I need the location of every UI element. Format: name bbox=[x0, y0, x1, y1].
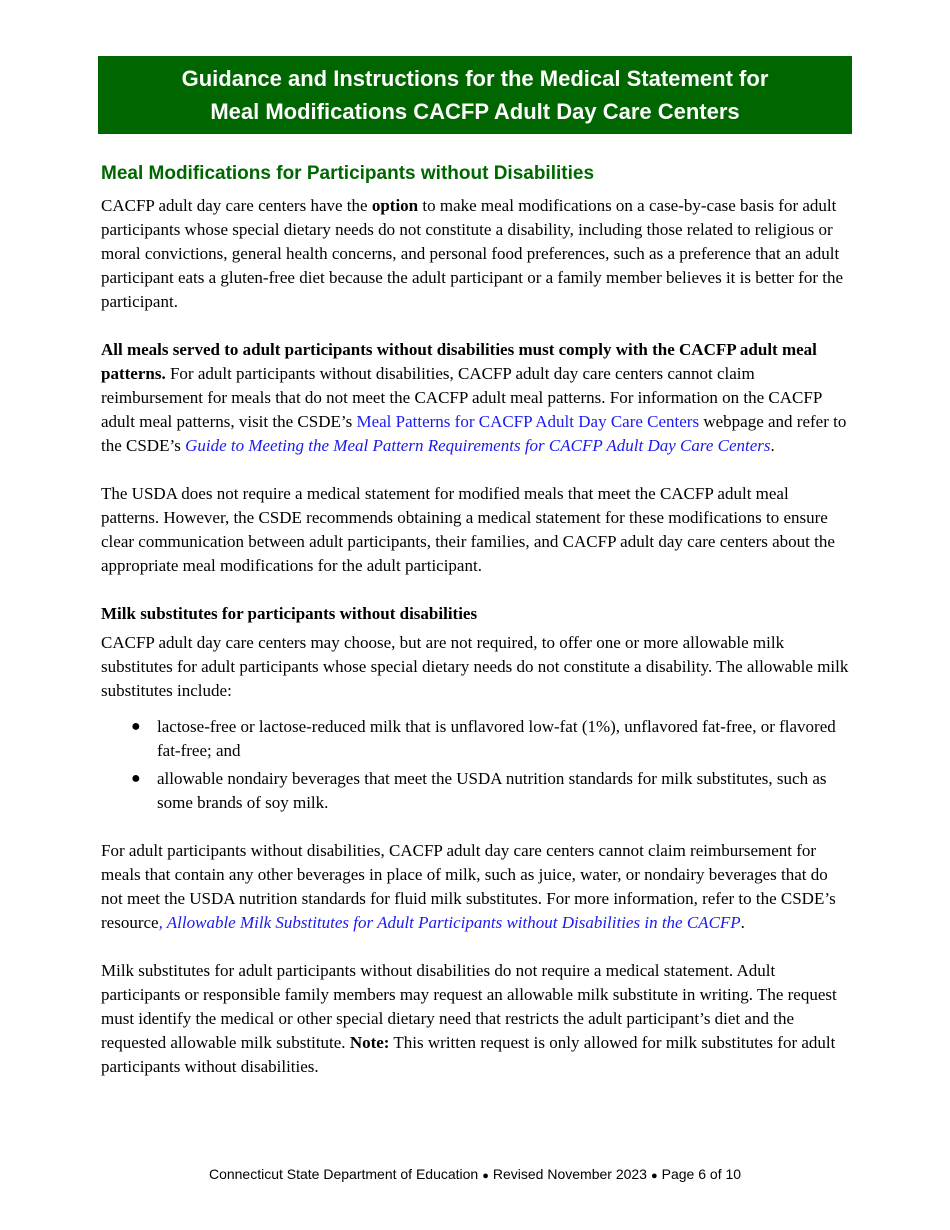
text: This written request is only allowed for milk substitutes for adult participants without disabilities. bbox=[101, 1033, 836, 1076]
footer-page-number: Page 6 of 10 bbox=[661, 1166, 742, 1182]
list-item-text: allowable nondairy beverages that meet the USDA nutrition standards for milk substitutes, such as some brands of soy milk. bbox=[157, 769, 827, 812]
milk-substitutes-list bbox=[101, 715, 851, 815]
paragraph-meal-patterns bbox=[101, 338, 851, 458]
guide-link[interactable]: Guide to Meeting the Meal Pattern Requirements for CACFP Adult Day Care Centers bbox=[185, 436, 771, 455]
text: to make meal modifications on a case-by-case basis for adult participants whose special dietary needs do not constitute a disability, including those related to religious or moral convictions, general health concerns, and personal food preferences, such as a preference that an adult participant eats a gluten-free diet because the adult participant or a family member believes it is better for the participant. bbox=[101, 196, 844, 311]
title-banner bbox=[98, 56, 852, 134]
title-line-2: Meal Modifications CACFP Adult Day Care Centers bbox=[210, 99, 740, 124]
list-item-text: lactose-free or lactose-reduced milk that is unflavored low-fat (1%), unflavored fat-free, or flavored fat-free; and bbox=[157, 717, 836, 760]
meal-patterns-link[interactable]: Meal Patterns for CACFP Adult Day Care Centers bbox=[356, 412, 700, 431]
bullet-icon: ● bbox=[131, 770, 141, 787]
paragraph-reimbursement bbox=[101, 839, 851, 935]
footer-separator-icon: ● bbox=[650, 1170, 658, 1182]
bold-text: option bbox=[371, 196, 419, 215]
list-item bbox=[101, 767, 851, 815]
footer-org: Connecticut State Department of Education bbox=[208, 1166, 479, 1182]
section-heading: Meal Modifications for Participants without Disabilities bbox=[101, 163, 595, 184]
list-item bbox=[101, 715, 851, 763]
bold-text: All meals served to adult participants without disabilities must comply with the CACFP adult meal patterns. bbox=[101, 340, 817, 383]
text: CACFP adult day care centers have the bbox=[101, 196, 372, 215]
bold-text: Note: bbox=[349, 1033, 390, 1052]
allowable-milk-link[interactable]: , Allowable Milk Substitutes for Adult Participants without Disabilities in the CACFP bbox=[158, 913, 741, 932]
text: For adult participants without disabilities, CACFP adult day care centers cannot claim reimbursement for meals that contain any other beverages in place of milk, such as juice, water, or nondairy beverages that do not meet the USDA nutrition standards for fluid milk substitutes. For more information, refer to the CSDE’s resource bbox=[101, 841, 836, 932]
title-line-1: Guidance and Instructions for the Medical Statement for bbox=[181, 66, 769, 91]
paragraph-option bbox=[101, 194, 851, 314]
subheading-milk-substitutes: Milk substitutes for participants without disabilities bbox=[101, 604, 478, 623]
document-body bbox=[101, 160, 851, 1103]
text: webpage and refer to the CSDE’s bbox=[101, 412, 847, 455]
text: . bbox=[740, 913, 745, 932]
footer-revised: Revised November 2023 bbox=[492, 1166, 647, 1182]
text: . bbox=[770, 436, 775, 455]
text: For adult participants without disabilities, CACFP adult day care centers cannot claim reimbursement for meals that do not meet the CACFP adult meal patterns. For information on the CACFP adult meal patterns, visit the CSDE’s bbox=[101, 364, 822, 431]
bullet-icon: ● bbox=[131, 718, 141, 735]
page-footer bbox=[0, 1166, 950, 1182]
paragraph-written-request bbox=[101, 959, 851, 1079]
paragraph-milk-intro: CACFP adult day care centers may choose, but are not required, to offer one or more allowable milk substitutes for adult participants whose special dietary needs do not constitute a disability. The allowable milk substitutes include: bbox=[101, 633, 849, 700]
footer-separator-icon: ● bbox=[482, 1170, 489, 1182]
text: Milk substitutes for adult participants without disabilities do not require a medical statement. Adult participants or responsible family members may request an allowable milk substitute in writing. The request must identify the medical or other special dietary need that restricts the adult participant’s diet and the requested allowable milk substitute. bbox=[101, 961, 837, 1052]
paragraph-usda: The USDA does not require a medical statement for modified meals that meet the CACFP adult meal patterns. However, the CSDE recommends obtaining a medical statement for these modifications to ensure clear communication between adult participants, their families, and CACFP adult day care centers about the appropriate meal modifications for the adult participant. bbox=[101, 484, 835, 575]
